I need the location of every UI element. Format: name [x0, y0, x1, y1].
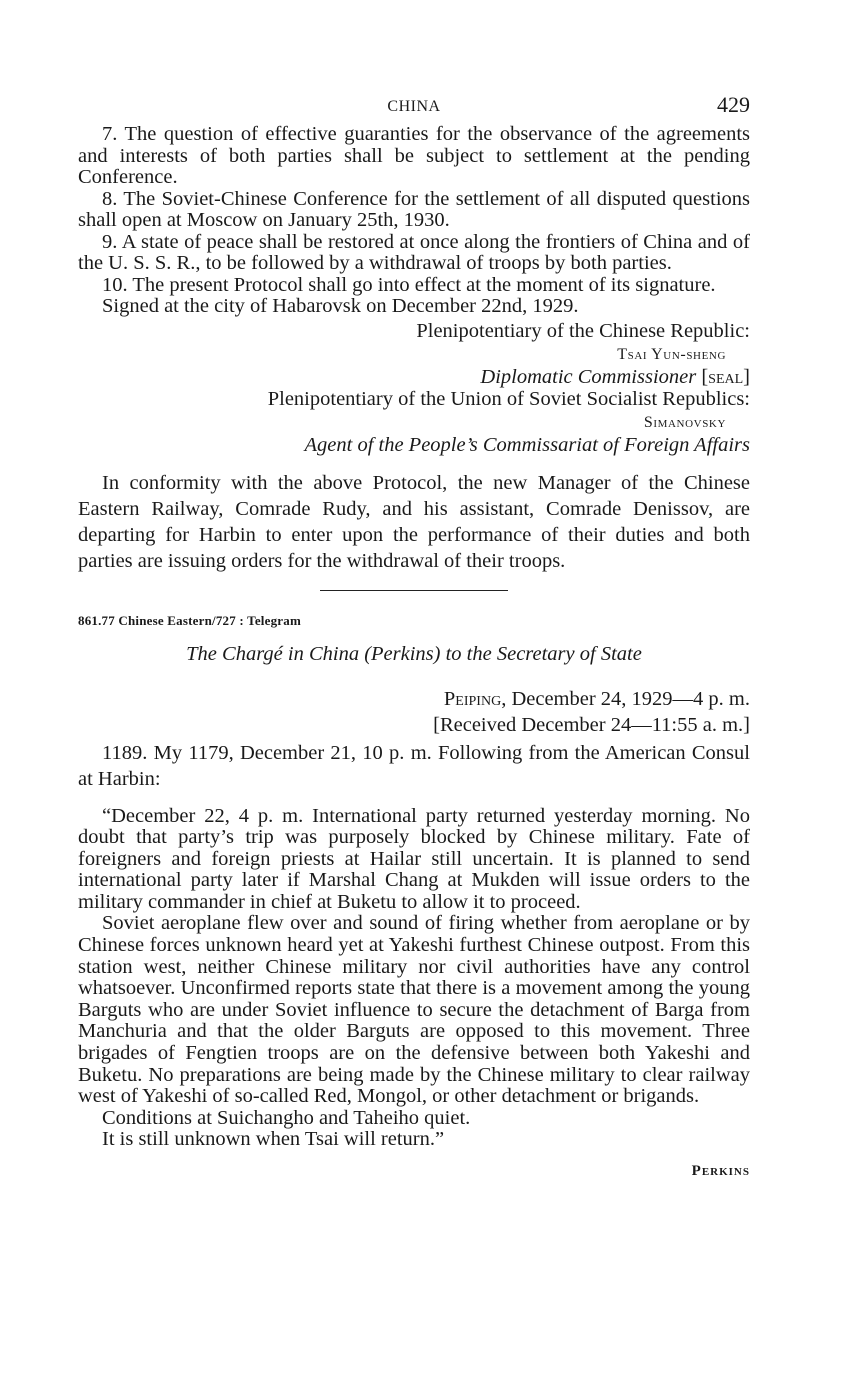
chinese-plenipotentiary-heading: Plenipotentiary of the Chinese Republic: — [416, 319, 750, 342]
section-divider — [320, 590, 508, 591]
signing-statement: Signed at the city of Habarovsk on December 22nd, 1929. — [102, 295, 579, 317]
article-7: 7. The question of effective guaranties for the observance of the agreements and interests of both parties shall be subject to settlement at the pending Conference. — [78, 123, 750, 188]
closing-signature — [78, 1163, 750, 1180]
telegram-intro: 1189. My 1179, December 21, 10 p. m. Following from the American Consul at Harbin: — [78, 741, 750, 790]
protocol-articles — [78, 124, 750, 318]
dateline — [78, 686, 750, 738]
soviet-plenipotentiary-heading: Plenipotentiary of the Union of Soviet Socialist Republics: — [267, 387, 750, 410]
page-number: 429 — [717, 92, 750, 117]
article-9: 9. A state of peace shall be restored at once along the frontiers of China and of the U. S. S. R., to be followed by a withdrawal of troops by both parties. — [78, 230, 750, 274]
quote-paragraph: “December 22, 4 p. m. International party returned yesterday morning. No doubt that party’s trip was purposely blocked by Chinese military. Fate of foreigners and foreign priests at Hailar still uncertain. It is planned to send international party later if Marshal Chang at Mukden will issue orders to the military commander in chief at Buketu to allow it to proceed. — [78, 804, 750, 913]
article-10: 10. The present Protocol shall go into effect at the moment of its signature. — [102, 273, 716, 296]
quote-paragraph: Soviet aeroplane flew over and sound of firing whether from aeroplane or by Chinese forces unknown heard yet at Yakeshi furthest Chinese outpost. From this station west, neither Chinese military nor civil authorities have any control whatsoever. Unconfirmed reports state that there is a movement among the young Barguts who are under Soviet influence to secure the detachment of Barga from Manchuria and that the older Barguts are opposed to this movement. Three brigades of Fengtien troops are on the defensive between both Yakeshi and Buketu. No preparations are being made by the Chinese military to clear railway west of Yakeshi of so-called Red, Mongol, or other detachment or brigands. — [78, 912, 750, 1108]
quote-paragraph: It is still unknown when Tsai will return.” — [102, 1128, 445, 1151]
seal-mark: [seal] — [701, 365, 750, 388]
soviet-signatory-name: Simanovsky — [643, 413, 726, 431]
telegram-intro-section — [78, 740, 750, 792]
dateline-place: Peiping — [443, 687, 502, 710]
conformity-section — [78, 470, 750, 574]
file-reference: 861.77 Chinese Eastern/727 : Telegram — [78, 612, 301, 628]
running-header — [78, 92, 750, 124]
quote-paragraph: Conditions at Suichangho and Taheiho quiet. — [102, 1106, 471, 1129]
chinese-signatory-name: Tsai Yun-sheng — [617, 345, 726, 363]
telegram-title: The Chargé in China (Perkins) to the Secretary of State — [186, 642, 642, 665]
dateline-date: , December 24, 1929—4 p. m. — [501, 687, 750, 710]
quoted-message — [78, 806, 750, 1152]
received-line: [Received December 24—11:55 a. m.] — [433, 713, 750, 736]
article-8: 8. The Soviet-Chinese Conference for the settlement of all disputed questions shall open at Moscow on January 25th, 1930. — [78, 187, 750, 231]
document-page — [78, 92, 750, 1180]
signature-block — [78, 320, 750, 456]
running-title: CHINA — [387, 98, 441, 115]
soviet-signatory-title: Agent of the People’s Commissariat of Foreign Affairs — [304, 433, 750, 456]
signature-name: Perkins — [691, 1163, 750, 1179]
conformity-paragraph: In conformity with the above Protocol, the new Manager of the Chinese Eastern Railway, Comrade Rudy, and his assistant, Comrade Denissov, are departing for Harbin to enter upon the performance of their duties and both parties are issuing orders for the withdrawal of their troops. — [78, 471, 750, 572]
chinese-signatory-title: Diplomatic Commissioner — [480, 365, 697, 388]
